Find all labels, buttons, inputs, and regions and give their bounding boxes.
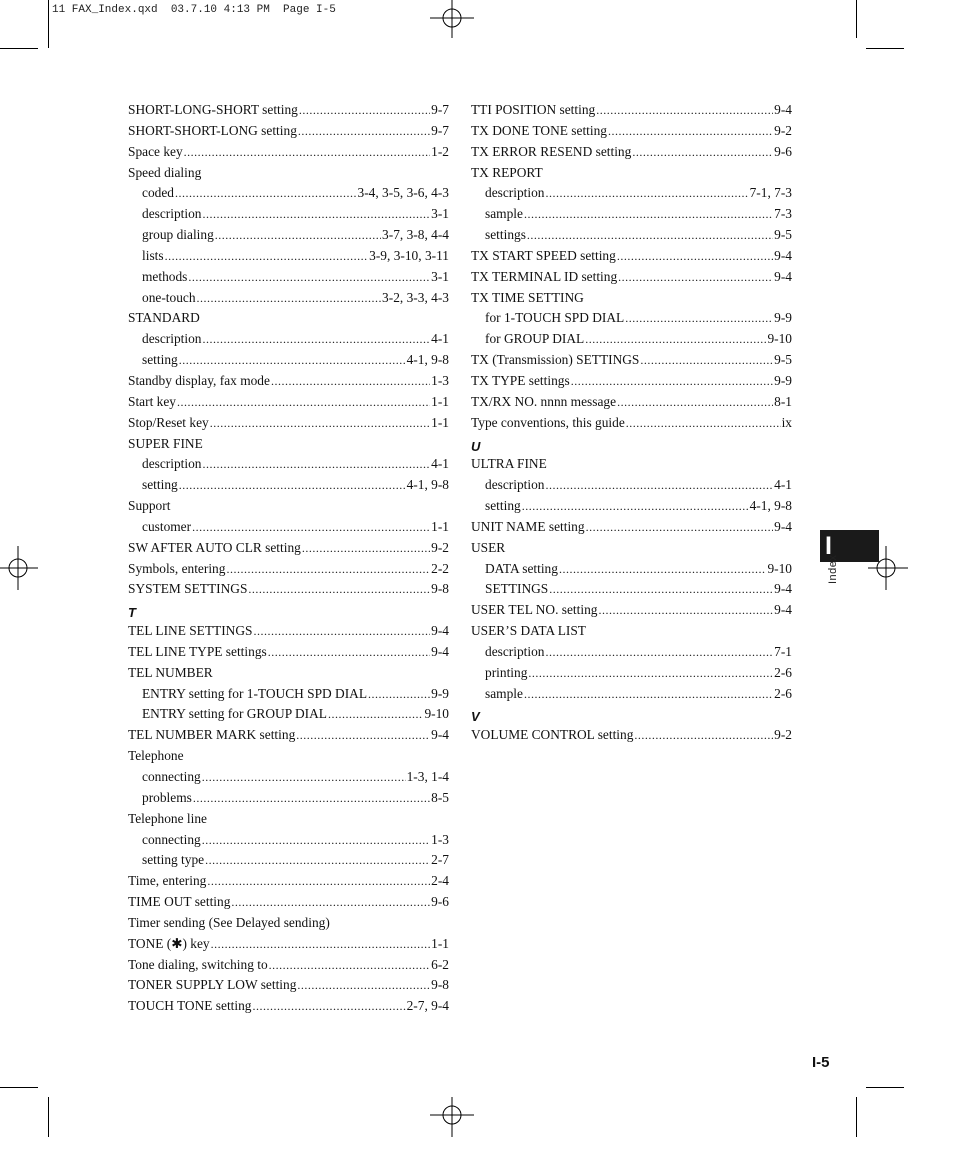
- entry-label: SUPER FINE: [128, 435, 203, 451]
- dot-leader: [368, 684, 430, 705]
- page-reference: 3-1: [431, 206, 449, 222]
- section-letter: V: [471, 709, 480, 725]
- entry-label: problems: [142, 789, 192, 805]
- entry-label: sample: [485, 206, 523, 222]
- page-reference: 9-10: [767, 560, 792, 576]
- dot-leader: [586, 517, 774, 538]
- index-subentry: [128, 350, 449, 371]
- index-heading: [128, 496, 449, 517]
- entry-label: setting: [142, 477, 178, 493]
- entry-label: USER TEL NO. setting: [471, 602, 598, 618]
- index-heading: [471, 538, 792, 559]
- index-heading: [128, 913, 449, 934]
- entry-label: SHORT-LONG-SHORT setting: [128, 102, 298, 117]
- page-reference: 1-1: [431, 393, 449, 409]
- dot-leader: [296, 725, 430, 746]
- section-tab-label: Index: [827, 554, 839, 584]
- crop-mark: [0, 48, 38, 49]
- index-heading: [128, 163, 449, 184]
- dot-leader: [226, 559, 430, 580]
- entry-label: DATA setting: [485, 560, 558, 576]
- index-entry: [128, 100, 449, 121]
- index-entry: [128, 642, 449, 663]
- entry-label: TEL NUMBER: [128, 664, 213, 680]
- dot-leader: [184, 142, 430, 163]
- dot-leader: [598, 600, 773, 621]
- dot-leader: [546, 642, 774, 663]
- entry-label: group dialing: [142, 227, 214, 243]
- index-subentry: [471, 329, 792, 350]
- dot-leader: [571, 371, 773, 392]
- entry-label: TX REPORT: [471, 164, 543, 180]
- index-subentry: [128, 830, 449, 851]
- page-reference: 2-7: [431, 852, 449, 868]
- dot-leader: [625, 308, 773, 329]
- page-reference: 4-1, 9-8: [749, 498, 792, 514]
- entry-label: description: [485, 185, 545, 201]
- entry-label: Speed dialing: [128, 164, 202, 180]
- dot-leader: [192, 517, 430, 538]
- dot-leader: [215, 225, 381, 246]
- dot-leader: [608, 121, 773, 142]
- page-reference: 1-1: [431, 935, 449, 951]
- page-reference: 7-1: [774, 643, 792, 659]
- dot-leader: [549, 579, 773, 600]
- crop-mark: [856, 1097, 857, 1137]
- index-entry: [128, 142, 449, 163]
- index-subentry: [128, 329, 449, 350]
- entry-label: settings: [485, 227, 526, 243]
- entry-label: TIME OUT setting: [128, 894, 231, 910]
- index-subentry: [128, 204, 449, 225]
- entry-label: TOUCH TONE setting: [128, 998, 252, 1014]
- page-reference: 3-7, 3-8, 4-4: [382, 227, 449, 243]
- index-entry: [128, 621, 449, 642]
- page-reference: 9-4: [774, 102, 792, 117]
- page-reference: 3-4, 3-5, 3-6, 4-3: [357, 185, 449, 201]
- index-subentry: [471, 579, 792, 600]
- index-heading: [128, 663, 449, 684]
- entry-label: Space key: [128, 143, 183, 159]
- entry-label: description: [142, 456, 202, 472]
- page-reference: 1-1: [431, 518, 449, 534]
- index-column-left: [128, 100, 449, 1017]
- page-reference: 9-4: [431, 727, 449, 743]
- entry-label: TX TYPE settings: [471, 372, 570, 388]
- page-reference: 4-1: [431, 456, 449, 472]
- dot-leader: [203, 204, 431, 225]
- index-subentry: [128, 704, 449, 725]
- entry-label: connecting: [142, 769, 201, 784]
- page-reference: 9-7: [431, 102, 449, 117]
- entry-label: Support: [128, 498, 171, 514]
- entry-label: TONER SUPPLY LOW setting: [128, 977, 297, 993]
- entry-label: Stop/Reset key: [128, 414, 209, 430]
- page-reference: 2-6: [774, 664, 792, 680]
- index-subentry: [471, 663, 792, 684]
- page-reference: 7-1, 7-3: [749, 185, 792, 201]
- page-reference: 9-5: [774, 227, 792, 243]
- entry-label: TX START SPEED setting: [471, 247, 616, 263]
- page-reference: 9-6: [774, 143, 792, 159]
- index-subentry: [128, 183, 449, 204]
- page-reference: 9-8: [431, 977, 449, 993]
- page-reference: 1-3: [431, 831, 449, 847]
- dot-leader: [596, 100, 773, 121]
- index-subentry: [128, 288, 449, 309]
- page-reference: 2-7, 9-4: [406, 998, 449, 1014]
- crop-mark: [866, 48, 904, 49]
- entry-label: Timer sending (See Delayed sending): [128, 914, 330, 930]
- page-reference: 9-7: [431, 122, 449, 138]
- entry-label: TX DONE TONE setting: [471, 122, 608, 138]
- index-subentry: [128, 767, 449, 788]
- page-reference: 6-2: [431, 956, 449, 972]
- page-reference: 2-2: [431, 560, 449, 576]
- dot-leader: [618, 267, 773, 288]
- index-entry: [128, 996, 449, 1017]
- dot-leader: [205, 850, 430, 871]
- page-reference: 3-9, 3-10, 3-11: [369, 247, 449, 263]
- entry-label: USER: [471, 539, 506, 555]
- dot-leader: [177, 392, 430, 413]
- index-entry: [128, 392, 449, 413]
- crop-mark: [48, 1097, 49, 1137]
- entry-label: for 1-TOUCH SPD DIAL: [485, 310, 625, 326]
- dot-leader: [297, 975, 430, 996]
- index-entry: [471, 600, 792, 621]
- page-reference: 9-9: [431, 685, 449, 701]
- entry-label: description: [142, 206, 202, 222]
- index-entry: [128, 538, 449, 559]
- dot-leader: [269, 955, 430, 976]
- index-entry: [471, 142, 792, 163]
- entry-label: UNIT NAME setting: [471, 518, 585, 534]
- entry-label: one-touch: [142, 289, 196, 305]
- entry-label: printing: [485, 664, 528, 680]
- index-heading: [128, 809, 449, 830]
- index-subentry: [128, 267, 449, 288]
- crop-mark: [866, 1087, 904, 1088]
- index-entry: [471, 350, 792, 371]
- dot-leader: [271, 371, 430, 392]
- index-subentry: [471, 183, 792, 204]
- dot-leader: [559, 559, 767, 580]
- entry-label: TX TERMINAL ID setting: [471, 268, 618, 284]
- crop-mark: [856, 0, 857, 38]
- index-entry: [471, 413, 792, 434]
- entry-label: customer: [142, 518, 192, 534]
- dot-leader: [253, 996, 406, 1017]
- entry-label: methods: [142, 268, 188, 284]
- index-entry: [471, 725, 792, 746]
- index-entry: [128, 121, 449, 142]
- page-reference: 9-4: [431, 643, 449, 659]
- index-entry: [471, 517, 792, 538]
- entry-label: SHORT-SHORT-LONG setting: [128, 122, 297, 138]
- page-reference: 2-4: [431, 873, 449, 889]
- entry-label: Tone dialing, switching to: [128, 956, 268, 972]
- entry-label: TEL NUMBER MARK setting: [128, 727, 296, 743]
- entry-label: description: [485, 643, 545, 659]
- index-subentry: [128, 246, 449, 267]
- entry-label: Symbols, entering: [128, 560, 226, 576]
- entry-label: USER’S DATA LIST: [471, 623, 586, 639]
- dot-leader: [585, 329, 766, 350]
- index-entry: [128, 955, 449, 976]
- dot-leader: [231, 892, 430, 913]
- page-reference: ix: [781, 414, 792, 430]
- index-entry: [128, 371, 449, 392]
- page-reference: 8-5: [431, 789, 449, 805]
- index-entry: [128, 559, 449, 580]
- page-reference: 1-3, 1-4: [406, 769, 449, 784]
- entry-label: TX/RX NO. nnnn message: [471, 393, 617, 409]
- registration-mark-left: [0, 546, 44, 590]
- entry-label: for GROUP DIAL: [485, 331, 585, 347]
- page-reference: 2-6: [774, 685, 792, 701]
- index-entry: [471, 246, 792, 267]
- dot-leader: [193, 788, 430, 809]
- index-heading: [128, 434, 449, 455]
- page-reference: 9-4: [774, 602, 792, 618]
- dot-leader: [298, 121, 430, 142]
- file-slug: 11 FAX_Index.qxd 03.7.10 4:13 PM Page I-5: [52, 4, 336, 16]
- index-heading: [471, 163, 792, 184]
- dot-leader: [634, 725, 773, 746]
- entry-label: TEL LINE SETTINGS: [128, 623, 253, 639]
- page-reference: 1-1: [431, 414, 449, 430]
- index-subentry: [471, 684, 792, 705]
- index-subentry: [471, 204, 792, 225]
- index-entry: [471, 371, 792, 392]
- page-reference: 4-1: [774, 477, 792, 493]
- entry-label: Telephone line: [128, 810, 208, 826]
- dot-leader: [546, 183, 749, 204]
- page-reference: 1-2: [431, 143, 449, 159]
- index-entry: [128, 975, 449, 996]
- page-reference: 9-10: [424, 706, 449, 722]
- dot-leader: [188, 267, 430, 288]
- dot-leader: [165, 246, 369, 267]
- page-reference: 9-4: [774, 518, 792, 534]
- entry-label: SYSTEM SETTINGS: [128, 581, 248, 597]
- page-reference: 9-9: [774, 372, 792, 388]
- registration-mark-top: [430, 0, 474, 44]
- index-entry: [471, 267, 792, 288]
- index-subentry: [471, 559, 792, 580]
- index-heading: [128, 308, 449, 329]
- dot-leader: [640, 350, 773, 371]
- entry-label: setting: [485, 498, 521, 514]
- entry-label: lists: [142, 247, 164, 263]
- page-number: I-5: [812, 1054, 830, 1071]
- page-reference: 9-6: [431, 894, 449, 910]
- registration-mark-bottom: [430, 1097, 474, 1141]
- page-reference: 9-10: [767, 331, 792, 347]
- page-reference: 9-2: [774, 122, 792, 138]
- section-tab-letter: I: [825, 532, 832, 560]
- section-letter: U: [471, 438, 481, 454]
- section-letter: T: [128, 605, 136, 621]
- dot-leader: [524, 684, 773, 705]
- index-entry: [128, 725, 449, 746]
- entry-label: coded: [142, 185, 174, 201]
- dot-leader: [626, 413, 781, 434]
- entry-label: TTI POSITION setting: [471, 102, 596, 117]
- index-subentry: [471, 642, 792, 663]
- dot-leader: [203, 329, 431, 350]
- crop-mark: [48, 0, 49, 48]
- dot-leader: [546, 475, 774, 496]
- page-reference: 9-2: [431, 539, 449, 555]
- page-reference: 9-4: [774, 247, 792, 263]
- index-subentry: [471, 308, 792, 329]
- page-reference: 7-3: [774, 206, 792, 222]
- entry-label: TX (Transmission) SETTINGS: [471, 352, 640, 368]
- index-subentry: [128, 684, 449, 705]
- dot-leader: [328, 704, 423, 725]
- entry-label: Telephone: [128, 748, 184, 764]
- index-entry: [128, 892, 449, 913]
- dot-leader: [632, 142, 773, 163]
- entry-label: ULTRA FINE: [471, 456, 547, 472]
- entry-label: Standby display, fax mode: [128, 372, 270, 388]
- dot-leader: [528, 663, 773, 684]
- crop-mark: [0, 1087, 38, 1088]
- dot-leader: [197, 288, 382, 309]
- dot-leader: [522, 496, 749, 517]
- entry-label: connecting: [142, 831, 201, 847]
- dot-leader: [268, 642, 430, 663]
- index-subentry: [128, 517, 449, 538]
- index-subentry: [128, 850, 449, 871]
- dot-leader: [527, 225, 773, 246]
- index-subentry: [471, 475, 792, 496]
- index-heading: [471, 288, 792, 309]
- dot-leader: [175, 183, 357, 204]
- entry-label: TONE (✱) key: [128, 935, 210, 951]
- page-reference: 1-3: [431, 372, 449, 388]
- dot-leader: [202, 830, 430, 851]
- page-reference: 4-1, 9-8: [406, 352, 449, 368]
- index-subentry: [128, 225, 449, 246]
- entry-label: setting type: [142, 852, 205, 868]
- dot-leader: [210, 413, 430, 434]
- dot-leader: [202, 767, 406, 788]
- dot-leader: [179, 475, 406, 496]
- entry-label: Time, entering: [128, 873, 207, 889]
- dot-leader: [299, 100, 430, 121]
- dot-leader: [211, 934, 431, 955]
- page-reference: 8-1: [774, 393, 792, 409]
- entry-label: setting: [142, 352, 178, 368]
- page-reference: 9-2: [774, 727, 792, 743]
- entry-label: TEL LINE TYPE settings: [128, 643, 267, 659]
- page-reference: 3-1: [431, 268, 449, 284]
- dot-leader: [253, 621, 430, 642]
- page-reference: 9-5: [774, 352, 792, 368]
- index-entry: [128, 871, 449, 892]
- dot-leader: [617, 246, 773, 267]
- dot-leader: [248, 579, 430, 600]
- entry-label: ENTRY setting for 1-TOUCH SPD DIAL: [142, 685, 368, 701]
- page-reference: 3-2, 3-3, 4-3: [382, 289, 449, 305]
- dot-leader: [207, 871, 430, 892]
- entry-label: TX ERROR RESEND setting: [471, 143, 632, 159]
- entry-label: STANDARD: [128, 310, 200, 326]
- index-heading: [471, 454, 792, 475]
- page-reference: 9-9: [774, 310, 792, 326]
- index-subentry: [471, 225, 792, 246]
- entry-label: description: [485, 477, 545, 493]
- entry-label: sample: [485, 685, 523, 701]
- page-reference: 4-1, 9-8: [406, 477, 449, 493]
- dot-leader: [617, 392, 773, 413]
- dot-leader: [302, 538, 430, 559]
- index-entry: [471, 392, 792, 413]
- entry-label: description: [142, 331, 202, 347]
- index-subentry: [128, 475, 449, 496]
- index-entry: [128, 934, 449, 955]
- index-subentry: [128, 454, 449, 475]
- index-entry: [471, 100, 792, 121]
- index-heading: [471, 621, 792, 642]
- entry-label: Type conventions, this guide: [471, 414, 625, 430]
- entry-label: Start key: [128, 393, 176, 409]
- dot-leader: [179, 350, 406, 371]
- dot-leader: [203, 454, 431, 475]
- page-reference: 9-4: [431, 623, 449, 639]
- page-reference: 9-4: [774, 268, 792, 284]
- index-heading: [128, 746, 449, 767]
- page-reference: 9-8: [431, 581, 449, 597]
- index-entry: [128, 579, 449, 600]
- entry-label: SETTINGS: [485, 581, 549, 597]
- entry-label: SW AFTER AUTO CLR setting: [128, 539, 301, 555]
- index-entry: [471, 121, 792, 142]
- page-reference: 4-1: [431, 331, 449, 347]
- dot-leader: [524, 204, 773, 225]
- index-subentry: [471, 496, 792, 517]
- entry-label: ENTRY setting for GROUP DIAL: [142, 706, 327, 722]
- index-column-right: [471, 100, 792, 746]
- entry-label: VOLUME CONTROL setting: [471, 727, 634, 743]
- entry-label: TX TIME SETTING: [471, 289, 584, 305]
- page-reference: 9-4: [774, 581, 792, 597]
- index-subentry: [128, 788, 449, 809]
- index-entry: [128, 413, 449, 434]
